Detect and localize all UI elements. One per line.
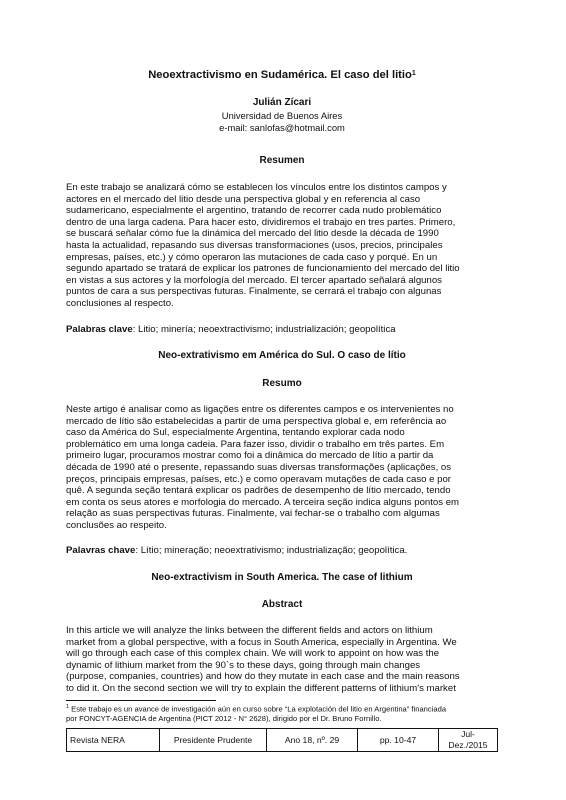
- footer-journal: Revista NERA: [67, 729, 160, 752]
- es-line: hasta la actualidad, repasando sus diversas transformaciones (usos, precios, principales: [66, 239, 443, 251]
- pt-line: em conta os seus atores e morfologia do mercado. A terceira seção indica alguns pontos em: [66, 496, 460, 508]
- footer-volume: Ano 18, nº. 29: [267, 729, 358, 752]
- en-title: Neo-extractivism in South America. The case of lithium: [151, 572, 413, 583]
- es-keywords: [66, 324, 498, 336]
- es-line: actores en el mercado del litio desde una perspectiva global y en referencia al caso: [66, 193, 421, 205]
- pt-line: quê. A segunda seção tentará explicar os padrões de desempenho de lítio mercado, tendo: [66, 485, 451, 497]
- paper-title: Neoextractivismo en Sudamérica. El caso del litio$^1$: [148, 69, 416, 81]
- pt-line: preços, principais empresas, países, etc.) e como operavam mutações de cada caso e por: [66, 473, 452, 485]
- en-line: In this article we will analyze the links between the different fields and actors on lithium: [66, 625, 433, 636]
- pt-line: conclusões ao respeito.: [66, 519, 167, 531]
- pt-line: década de 1990 até o presente, repassando suas diversas transformações (aplicações, os: [66, 461, 452, 473]
- es-keywords-label: Palabras clave: [66, 324, 133, 335]
- footnote-line: [66, 703, 498, 714]
- es-line: dentro de una larga cadena. Para hacer esto, dividiremos el trabajo en tres partes. Primero,: [66, 216, 456, 228]
- pt-line: relação as suas perspectivas futuras. Finalmente, vai fechar-se o trabalho com algumas: [66, 508, 440, 520]
- footnote-separator: [66, 700, 216, 701]
- en-abstract-heading: Abstract: [261, 599, 303, 610]
- en-abstract-body: [66, 625, 498, 695]
- es-line: se buscará señalar cómo fue la dinámica del mercado del litio desde la década de 1990: [66, 228, 439, 240]
- pt-title: Neo-extrativismo em América do Sul. O caso de lítio: [158, 350, 406, 361]
- affiliation-line: Universidad de Buenos Aires: [221, 110, 343, 121]
- es-line: conclusiones al respecto.: [66, 297, 174, 309]
- pt-keywords: [66, 545, 498, 557]
- es-line: empresas, países, etc.) y cómo operaron las mutaciones de cada caso y porqué. En un: [66, 251, 438, 263]
- pt-line: mercado de lítio são estabelecidas a partir de uma perspectiva global e, em referência ao: [66, 415, 447, 427]
- footer-city: Presidente Prudente: [160, 729, 267, 752]
- footer-pages: pp. 10-47: [358, 729, 439, 752]
- es-line: sudamericano, especialmente el argentino, tratando de recorrer cada nudo problemático: [66, 205, 442, 217]
- journal-footer-row: [67, 729, 498, 752]
- journal-footer-table: [66, 728, 498, 752]
- author-email: e-mail: sanlofas@hotmail.com: [219, 122, 345, 133]
- pt-line: primeiro lugar, procuramos mostrar como foi a dinâmica do mercado de lítio a partir da: [66, 450, 434, 462]
- en-line: (purpose, companies, countries) and how do they mutate in each case and the main reasons: [66, 671, 460, 683]
- es-line: segundo apartado se tratará de explicar los patrones de funcionamiento del mercado del litio: [66, 263, 460, 275]
- pt-keywords-label: Palavras chave: [66, 545, 136, 556]
- es-line: puntos de cara a sus perspectivas futuras. Finalmente, se cerrará el trabajo con algunas: [66, 286, 442, 298]
- es-line: en vistas a sus actores y la morfología del mercado. El tercer apartado señalará algunos: [66, 274, 442, 286]
- footnote-text: Este trabajo es un avance de investigación aún en curso sobre “La explotación del litio en Argentina” financiada: [69, 704, 447, 714]
- title-footnote-mark: 1: [411, 70, 416, 77]
- pt-abstract-body: [66, 404, 498, 532]
- en-line: dynamic of lithium market from the 90`s to these days, going through main changes: [66, 659, 421, 671]
- pt-line: problemático em uma longa cadeia. Para fazer isso, dividir o trabalho em três partes. Em: [66, 438, 445, 450]
- pt-keywords-list: : Lítio; mineração; neoextrativismo; industrialização; geopolítica.: [135, 545, 408, 556]
- author-name: Julián Zícari: [252, 97, 312, 108]
- pt-line: caso da América do Sul, especialmente Argentina, tentando explorar cada nodo: [66, 427, 405, 439]
- footnote: [66, 703, 498, 723]
- footnote-line: por FONCYT-AGENCIA de Argentina (PICT 2012 - N° 2628), dirigido por el Dr. Bruno Fornillo.: [66, 713, 382, 723]
- footnote-mark: 1: [66, 704, 70, 710]
- en-line: to did it. On the second section we will try to explain the different patterns of lithium's market: [66, 682, 456, 694]
- es-abstract-heading: Resumen: [259, 155, 305, 166]
- en-line: market from a global perspective, with a focus in South America, especially in Argentina. We: [66, 636, 457, 648]
- pt-abstract-heading: Resumo: [262, 378, 302, 389]
- pt-line: Neste artigo é analisar como as ligações entre os diferentes campos e os intervenientes no: [66, 404, 454, 415]
- footer-date: Jul-Dez./2015: [439, 729, 498, 752]
- es-keywords-list: : Litio; minería; neoextractivismo; industrialización; geopolítica: [132, 324, 396, 335]
- author-affiliation: [66, 110, 498, 134]
- es-line: En este trabajo se analizará cómo se establecen los vínculos entre los distintos campos y: [66, 182, 447, 193]
- en-line: will go through each case of this complex chain. We will work to appoint on how was the: [66, 648, 440, 660]
- es-abstract-body: [66, 182, 498, 310]
